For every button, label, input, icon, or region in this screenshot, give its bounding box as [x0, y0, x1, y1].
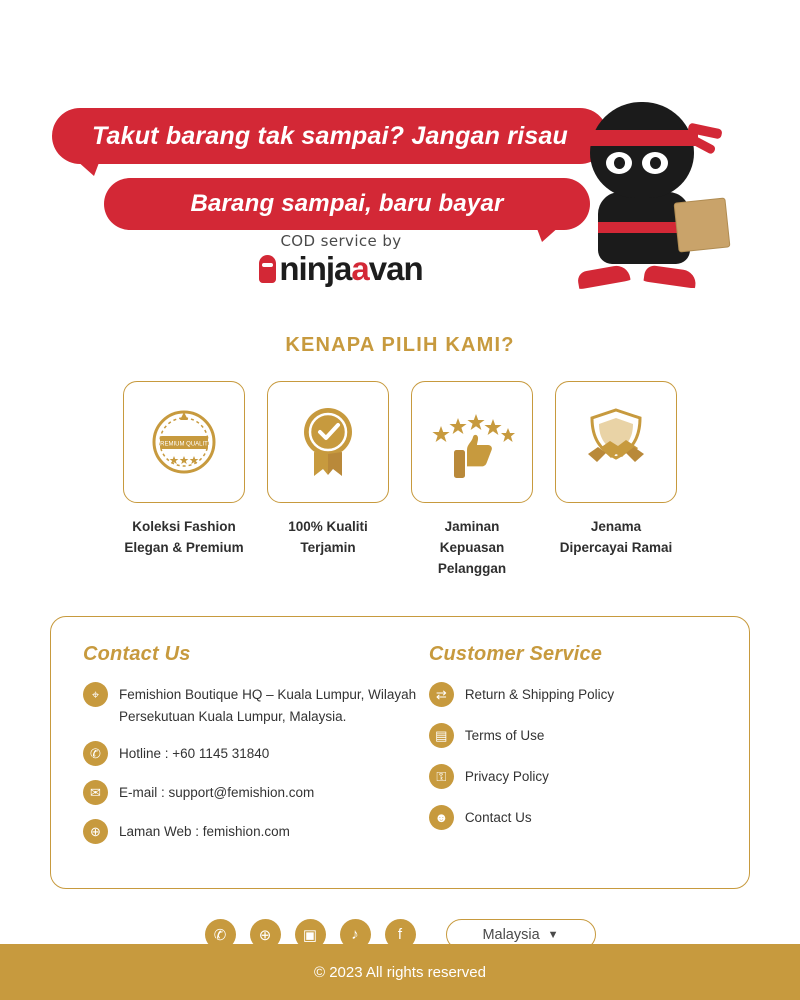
envelope-icon: ✉ [83, 780, 108, 805]
mascot-shoe-right [643, 264, 698, 293]
speech-bubbles [52, 108, 612, 230]
customer-service-title: Customer Service [428, 642, 603, 665]
ninjavan-logo [196, 252, 486, 285]
feature-label-line-2: Dipercayai Ramai [559, 539, 673, 555]
feature-item [267, 381, 389, 580]
feature-label-line-2: Pelanggan [437, 560, 507, 576]
premium-quality-badge-icon [146, 404, 222, 480]
lock-privacy-icon: ⚿ [429, 764, 454, 789]
headline-bubble-primary: Takut barang tak sampai? Jangan risau [52, 108, 608, 164]
feature-label [267, 517, 389, 559]
customer-service-column [429, 643, 717, 859]
return-shipping-icon: ⇄ [429, 682, 454, 707]
feature-label [123, 517, 245, 559]
feature-label-line-1: Koleksi Fashion [132, 519, 236, 534]
feature-label-line-2: Terjamin [300, 539, 356, 555]
contact-column [83, 643, 429, 859]
ninja-mascot [572, 96, 732, 296]
feature-label-line-2: Elegan & Premium [124, 539, 244, 555]
quality-guarantee-rosette-icon [290, 402, 366, 482]
feature-label-line-1: 100% Kualiti [288, 519, 368, 534]
cs-link-terms-of-use[interactable] [429, 723, 717, 748]
cs-link-return-shipping[interactable] [429, 682, 717, 707]
feature-label-line-1: Jenama [590, 519, 642, 534]
tiktok-icon[interactable]: ♪ [340, 919, 371, 950]
chevron-down-icon: ▼ [547, 928, 559, 941]
contact-email-text: E-mail : support@femishion.com [119, 785, 315, 801]
mascot-headband [586, 130, 698, 146]
contact-card [50, 616, 750, 890]
cs-link-contact-us[interactable] [429, 805, 717, 830]
mascot-eye-right [642, 152, 668, 174]
footer-bar [0, 944, 800, 1000]
document-terms-icon: ▤ [429, 723, 454, 748]
cod-service-label: COD service by [280, 232, 402, 250]
feature-label-line-1: Jaminan Kepuasan [439, 519, 505, 555]
globe-icon: ⊕ [83, 819, 108, 844]
facebook-icon[interactable]: f [385, 919, 416, 950]
feature-label [411, 517, 533, 580]
headline-bubble-secondary: Barang sampai, baru bayar [104, 178, 590, 230]
hero-section [0, 0, 800, 300]
features-list [0, 381, 800, 580]
location-pin-icon: ⌖ [83, 682, 108, 707]
feature-icon-box [123, 381, 245, 503]
globe-icon[interactable]: ⊕ [250, 919, 281, 950]
contact-hotline-text: Hotline : +60 1145 31840 [119, 746, 270, 762]
feature-item [411, 381, 533, 580]
ninjavan-logo-ninja: ninja [279, 250, 352, 287]
feature-icon-box [555, 381, 677, 503]
user-contact-icon: ☻ [429, 805, 454, 830]
cod-provider [196, 232, 486, 285]
cs-link-label: Contact Us [464, 809, 532, 825]
ninjavan-logo-van: van [368, 250, 423, 287]
instagram-icon[interactable]: ▣ [295, 919, 326, 950]
mascot-head [590, 102, 694, 198]
phone-icon[interactable]: ✆ [205, 919, 236, 950]
ninjavan-logo-j: a [351, 250, 369, 287]
cs-link-label: Return & Shipping Policy [464, 686, 615, 702]
parcel-box-icon [674, 197, 731, 252]
mascot-shoe-left [576, 264, 631, 295]
copyright-text: © 2023 All rights reserved [314, 963, 486, 981]
feature-label [555, 517, 677, 559]
feature-item [123, 381, 245, 580]
mascot-eye-left [606, 152, 632, 174]
feature-icon-box [267, 381, 389, 503]
contact-title: Contact Us [83, 642, 191, 665]
ninjavan-mark-icon [259, 255, 276, 283]
cs-link-label: Privacy Policy [464, 768, 549, 784]
contact-website-text: Laman Web : femishion.com [119, 824, 290, 840]
cs-link-privacy-policy[interactable] [429, 764, 717, 789]
cs-link-label: Terms of Use [464, 727, 545, 743]
contact-address-row [83, 682, 429, 728]
handshake-shield-icon [574, 404, 658, 480]
feature-icon-box [411, 381, 533, 503]
contact-email-row[interactable] [83, 780, 429, 805]
contact-hotline-row[interactable] [83, 741, 429, 766]
feature-item [555, 381, 677, 580]
svg-text:PREMIUM QUALITY: PREMIUM QUALITY [156, 441, 212, 448]
thumbs-up-stars-icon [429, 404, 515, 480]
contact-address-text: Femishion Boutique HQ – Kuala Lumpur, Wilayah Persekutuan Kuala Lumpur, Malaysia. [119, 686, 417, 724]
why-us-title: KENAPA PILIH KAMI? [285, 334, 515, 356]
country-selector-value: Malaysia [482, 926, 540, 943]
phone-icon: ✆ [83, 741, 108, 766]
contact-website-row[interactable] [83, 819, 429, 844]
